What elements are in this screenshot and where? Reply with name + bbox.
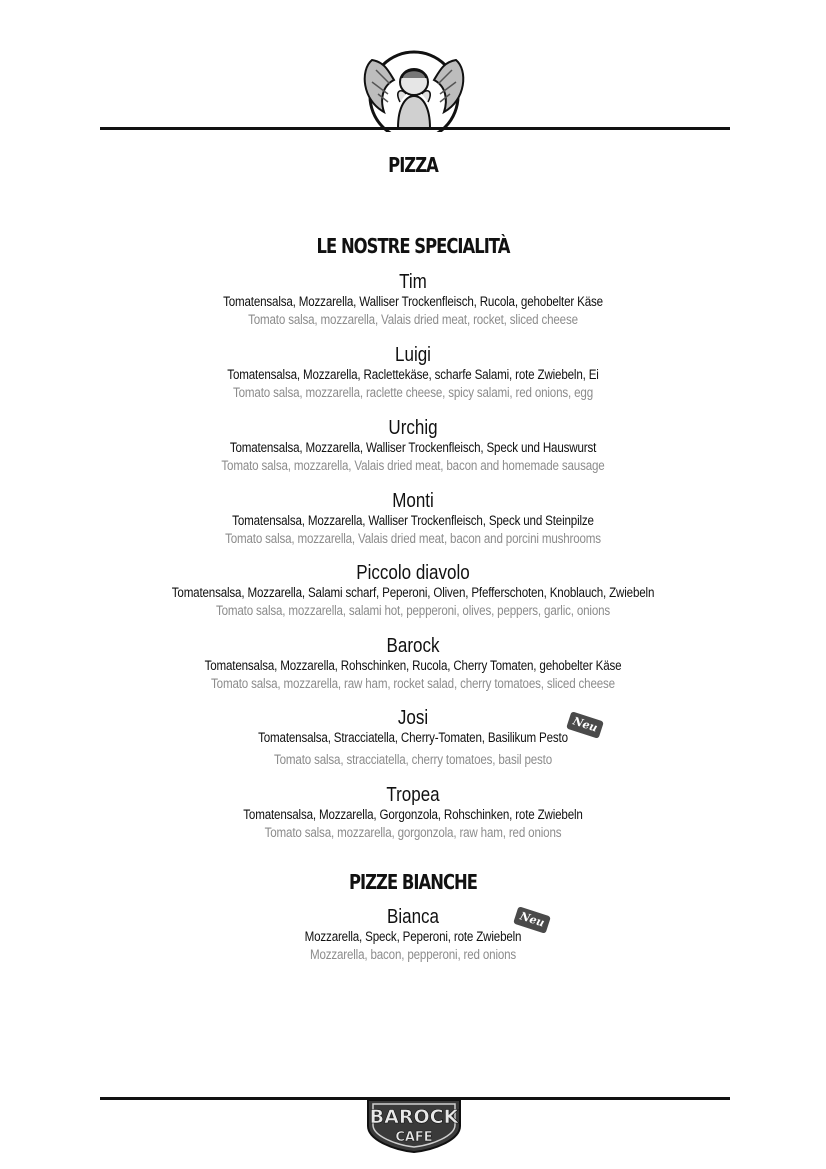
- item-name: Bianca: [387, 906, 439, 928]
- logo-text-barock: BAROCK: [369, 1106, 459, 1128]
- item-description-en: Tomato salsa, stracciatella, cherry tomatoes, basil pesto: [274, 752, 552, 767]
- item-description-de: Tomatensalsa, Stracciatella, Cherry-Tomaten, Basilikum Pesto: [258, 730, 568, 745]
- item-name: Barock: [386, 635, 440, 657]
- item-description-en: Tomato salsa, mozzarella, Valais dried meat, bacon and porcini mushrooms: [225, 531, 601, 546]
- menu-item: [0, 784, 826, 842]
- item-name: Urchig: [388, 417, 438, 439]
- item-name: Tropea: [386, 784, 440, 806]
- new-badge: Neu: [513, 906, 551, 934]
- item-description-en: Tomato salsa, mozzarella, raw ham, rocket salad, cherry tomatoes, sliced cheese: [211, 676, 615, 691]
- item-description-de: Tomatensalsa, Mozzarella, Raclettekäse, scharfe Salami, rote Zwiebeln, Ei: [227, 367, 599, 382]
- item-name: Piccolo diavolo: [356, 562, 470, 584]
- menu-item: [0, 562, 826, 620]
- menu-item: [0, 906, 826, 964]
- menu-item: [0, 635, 826, 693]
- new-badge: Neu: [566, 711, 604, 739]
- item-description-en: Mozzarella, bacon, pepperoni, red onions: [309, 947, 517, 962]
- top-divider: [100, 127, 730, 130]
- logo-text-cafe: CAFE: [395, 1130, 433, 1145]
- item-name: Monti: [392, 490, 434, 512]
- menu-item: [0, 344, 826, 402]
- item-name: Tim: [399, 271, 427, 293]
- angel-cherub-icon: [358, 40, 470, 132]
- item-description-de: Tomatensalsa, Mozzarella, Rohschinken, Rucola, Cherry Tomaten, gehobelter Käse: [204, 658, 622, 673]
- section-title-pizza: PIZZA: [388, 153, 438, 177]
- barock-cafe-logo: [364, 1096, 464, 1154]
- item-description-de: Tomatensalsa, Mozzarella, Walliser Trockenfleisch, Speck und Steinpilze: [232, 513, 594, 528]
- item-description-en: Tomato salsa, mozzarella, raclette cheese, spicy salami, red onions, egg: [233, 385, 593, 400]
- section-title-specialita: LE NOSTRE SPECIALITÀ: [316, 234, 510, 258]
- item-description-en: Tomato salsa, mozzarella, Valais dried meat, bacon and homemade sausage: [221, 458, 605, 473]
- item-description-en: Tomato salsa, mozzarella, salami hot, pepperoni, olives, peppers, garlic, onions: [215, 603, 611, 618]
- menu-item: [0, 271, 826, 329]
- item-description-en: Tomato salsa, mozzarella, gorgonzola, raw ham, red onions: [264, 825, 562, 840]
- menu-item: [0, 707, 826, 769]
- item-description-de: Tomatensalsa, Mozzarella, Salami scharf, Peperoni, Oliven, Pfefferschoten, Knoblauch, Zwiebeln: [171, 585, 655, 600]
- item-description-de: Tomatensalsa, Mozzarella, Gorgonzola, Rohschinken, rote Zwiebeln: [243, 807, 583, 822]
- item-name: Luigi: [395, 344, 431, 366]
- menu-item: [0, 417, 826, 475]
- item-name: Josi: [397, 707, 429, 729]
- item-description-de: Mozzarella, Speck, Peperoni, rote Zwiebeln: [304, 929, 522, 944]
- menu-item: [0, 490, 826, 548]
- item-description-en: Tomato salsa, mozzarella, Valais dried meat, rocket, sliced cheese: [248, 312, 578, 327]
- section-title-bianche: PIZZE BIANCHE: [348, 870, 477, 894]
- item-description-de: Tomatensalsa, Mozzarella, Walliser Trockenfleisch, Speck und Hauswurst: [229, 440, 597, 455]
- item-description-de: Tomatensalsa, Mozzarella, Walliser Trockenfleisch, Rucola, gehobelter Käse: [223, 294, 603, 309]
